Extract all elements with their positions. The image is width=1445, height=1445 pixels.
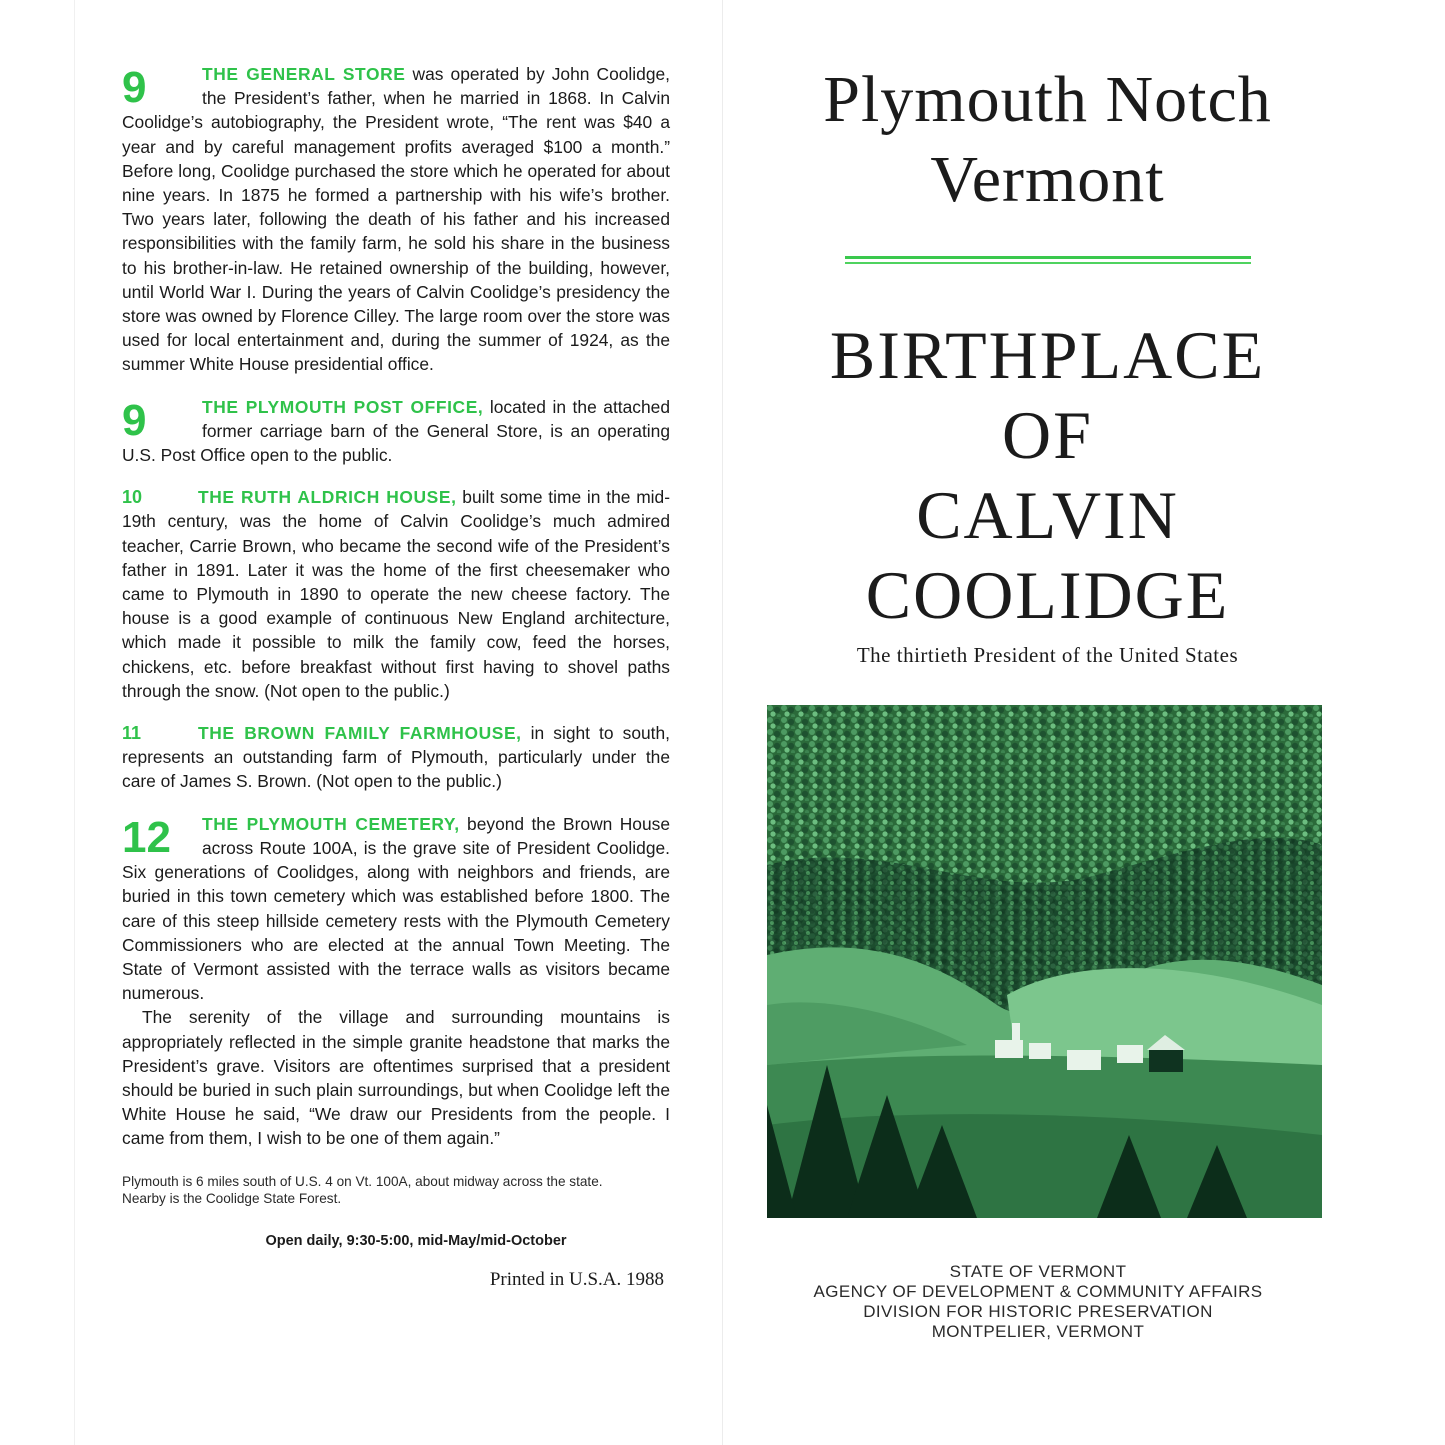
- entry-number: 9: [122, 395, 147, 445]
- entry-post-office: [122, 395, 670, 468]
- publisher-line: DIVISION FOR HISTORIC PRESERVATION: [863, 1302, 1213, 1321]
- opening-hours: Open daily, 9:30-5:00, mid-May/mid-October: [265, 1232, 567, 1249]
- place-line: Plymouth Notch: [823, 63, 1272, 136]
- entry-general-store: [122, 62, 670, 377]
- entry-body: built some time in the mid-19th century, was the home of Calvin Coolidge’s much admired teacher, Carrie Brown, who became the second wife of the President’s father in 1891. Later it was the home of the first cheesemaker who came to Plymouth in 1890 to operate the new cheese factory. The house is a good example of continuous New England architecture, which made it possible to milk the family cow, feed the horses, chickens, etc. before breakfast without first having to shovel paths through the snow. (Not open to the public.): [122, 487, 671, 701]
- publisher-line: MONTPELIER, VERMONT: [931, 1322, 1145, 1341]
- entry-body: in sight to south, represents an outstanding farm of Plymouth, particularly under the care of James S. Brown. (Not open to the public.): [122, 723, 670, 792]
- publisher-block: [770, 1262, 1306, 1342]
- left-panel: [122, 62, 670, 1291]
- entry-brown-farmhouse: [122, 721, 670, 794]
- entry-heading: THE GENERAL STORE: [202, 64, 406, 84]
- place-line: Vermont: [930, 143, 1165, 216]
- entry-number: 10: [122, 487, 143, 508]
- entry-heading: THE BROWN FAMILY FARMHOUSE,: [198, 723, 522, 744]
- entry-aldrich-house: [122, 485, 670, 703]
- directions-line: Plymouth is 6 miles south of U.S. 4 on Vt. 100A, about midway across the state.: [122, 1173, 603, 1189]
- entry-number: 11: [122, 723, 142, 744]
- entry-body: beyond the Brown House across Route 100A, is the grave site of President Coolidge. Six generations of Coolidges, along with neighbors and friends, are buried in this town cemetery which was established before 1800. The care of this steep hillside cemetery rests with the Plymouth Cemetery Commissioners who are elected at the annual Town Meeting. The State of Vermont assisted with the terrace walls as visitors became numerous.: [122, 813, 670, 1004]
- directions-note: [122, 1173, 670, 1207]
- entry-heading: THE PLYMOUTH CEMETERY,: [202, 813, 460, 834]
- entry-body: located in the attached former carriage barn of the General Store, is an operating U.S. Post Office open to the public.: [122, 396, 670, 466]
- title-line: BIRTHPLACE: [829, 317, 1266, 393]
- title-line: OF: [1002, 397, 1093, 473]
- publisher-line: AGENCY OF DEVELOPMENT & COMMUNITY AFFAIRS: [813, 1282, 1263, 1301]
- title-line: CALVIN: [916, 477, 1179, 553]
- entry-text: [122, 395, 670, 468]
- cover-panel: [770, 60, 1325, 668]
- directions-line: Nearby is the Coolidge State Forest.: [122, 1190, 342, 1206]
- entry-text: [122, 721, 670, 794]
- main-title: [770, 315, 1325, 635]
- village-landscape-photo: [767, 705, 1322, 1218]
- entry-body: was operated by John Coolidge, the President’s father, when he married in 1868. In Calvin Coolidge’s autobiography, the President wrote, “The rent was $40 a year and by careful management profits averaged $100 a month.” Before long, Coolidge purchased the store which he operated for about nine years. In 1875 he formed a partnership with his wife’s brother. Two years later, following the death of his father and his increased responsibilities with the family farm, he sold his share in the business to his brother-in-law. He retained ownership of the building, however, until World War I. During the years of Calvin Coolidge’s presidency the store was owned by Florence Cilley. The large room over the store was used for local entertainment and, during the summer of 1924, as the summer White House presidential office.: [122, 64, 670, 375]
- page-edge: [74, 0, 75, 1445]
- title-line: COOLIDGE: [865, 557, 1230, 633]
- entry-number: 9: [122, 63, 147, 112]
- entry-text: [122, 62, 670, 377]
- place-title: [770, 60, 1325, 220]
- print-info: Printed in U.S.A. 1988: [489, 1268, 664, 1290]
- entry-cemetery: [122, 812, 670, 1151]
- entry-body-continued: The serenity of the village and surrounding mountains is appropriately reflected in the simple granite headstone that marks the President’s grave. Visitors are oftentimes surprised that a president should be buried in such plain surroundings, but when Coolidge left the White House he said, “We draw our Presidents from the people. I came from them, I wish to be one of them again.”: [122, 1007, 670, 1149]
- brochure-fold: [722, 0, 723, 1445]
- entry-number: 12: [122, 812, 171, 862]
- subtitle: The thirtieth President of the United States: [856, 643, 1239, 667]
- entry-text: [122, 485, 670, 703]
- entry-heading: THE RUTH ALDRICH HOUSE,: [198, 487, 457, 508]
- publisher-line: STATE OF VERMONT: [949, 1262, 1127, 1281]
- entry-heading: THE PLYMOUTH POST OFFICE,: [202, 396, 484, 417]
- entry-text: [122, 812, 670, 1006]
- green-divider: [845, 256, 1251, 265]
